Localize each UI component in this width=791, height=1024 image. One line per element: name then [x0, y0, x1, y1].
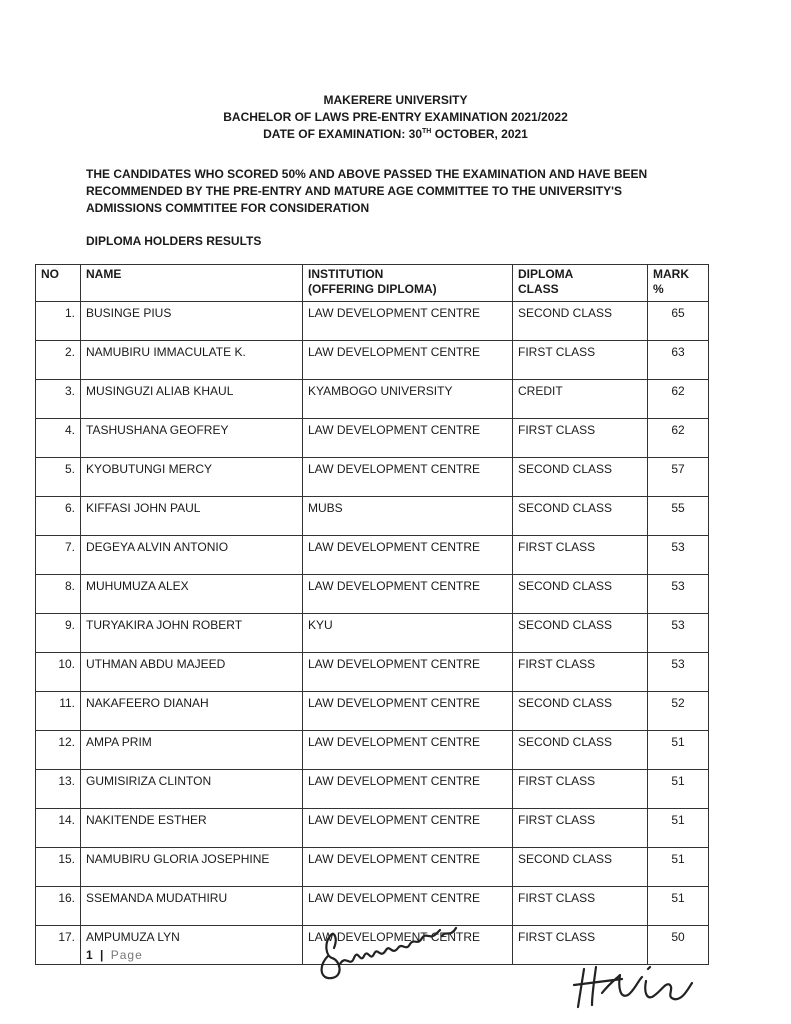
university-name: MAKERERE UNIVERSITY [323, 93, 468, 107]
row-institution: LAW DEVELOPMENT CENTRE [303, 419, 513, 458]
table-row [36, 848, 709, 887]
row-institution: LAW DEVELOPMENT CENTRE [303, 341, 513, 380]
row-class: SECOND CLASS [513, 692, 648, 731]
row-name: AMPUMUZA LYN [81, 926, 303, 965]
row-mark: 62 [648, 419, 709, 458]
row-institution: KYU [303, 614, 513, 653]
row-name: GUMISIRIZA CLINTON [81, 770, 303, 809]
row-institution: LAW DEVELOPMENT CENTRE [303, 536, 513, 575]
row-mark: 51 [648, 731, 709, 770]
row-institution: LAW DEVELOPMENT CENTRE [303, 575, 513, 614]
table-row [36, 380, 709, 419]
row-class: SECOND CLASS [513, 302, 648, 341]
row-class: FIRST CLASS [513, 653, 648, 692]
row-institution: LAW DEVELOPMENT CENTRE [303, 653, 513, 692]
exam-date-suffix: OCTOBER, 2021 [431, 127, 528, 141]
table-row [36, 536, 709, 575]
row-name: TURYAKIRA JOHN ROBERT [81, 614, 303, 653]
row-mark: 51 [648, 770, 709, 809]
exam-date-superscript: TH [422, 128, 432, 135]
row-class: CREDIT [513, 380, 648, 419]
row-institution: LAW DEVELOPMENT CENTRE [303, 770, 513, 809]
row-institution: LAW DEVELOPMENT CENTRE [303, 731, 513, 770]
row-institution: LAW DEVELOPMENT CENTRE [303, 302, 513, 341]
row-name: BUSINGE PIUS [81, 302, 303, 341]
row-institution: LAW DEVELOPMENT CENTRE [303, 887, 513, 926]
row-no: 3. [36, 380, 81, 419]
row-institution: LAW DEVELOPMENT CENTRE [303, 809, 513, 848]
row-name: AMPA PRIM [81, 731, 303, 770]
row-no: 16. [36, 887, 81, 926]
row-name: KIFFASI JOHN PAUL [81, 497, 303, 536]
row-no: 5. [36, 458, 81, 497]
signature-icon [310, 918, 470, 988]
row-mark: 51 [648, 848, 709, 887]
table-row [36, 770, 709, 809]
document-header [0, 92, 791, 143]
row-no: 9. [36, 614, 81, 653]
row-name: MUHUMUZA ALEX [81, 575, 303, 614]
row-no: 8. [36, 575, 81, 614]
row-mark: 50 [648, 926, 709, 965]
row-class: FIRST CLASS [513, 770, 648, 809]
row-mark: 65 [648, 302, 709, 341]
table-row [36, 302, 709, 341]
row-name: MUSINGUZI ALIAB KHAUL [81, 380, 303, 419]
row-no: 1. [36, 302, 81, 341]
row-no: 12. [36, 731, 81, 770]
table-row [36, 692, 709, 731]
page-footer [86, 948, 143, 962]
row-class: FIRST CLASS [513, 809, 648, 848]
row-institution: LAW DEVELOPMENT CENTRE [303, 926, 513, 965]
row-mark: 53 [648, 653, 709, 692]
results-body [36, 302, 709, 965]
row-institution: MUBS [303, 497, 513, 536]
header-class-line2: CLASS [518, 282, 559, 296]
page-label: Page [110, 948, 143, 962]
table-row [36, 575, 709, 614]
exam-date-prefix: DATE OF EXAMINATION: 30 [263, 127, 423, 141]
row-mark: 63 [648, 341, 709, 380]
table-row [36, 497, 709, 536]
results-table [35, 264, 709, 965]
row-no: 11. [36, 692, 81, 731]
row-class: FIRST CLASS [513, 887, 648, 926]
page-number: 1 [86, 948, 94, 962]
row-name: NAMUBIRU GLORIA JOSEPHINE [81, 848, 303, 887]
page-separator: | [100, 948, 105, 962]
header-diploma-class [513, 265, 648, 302]
row-mark: 57 [648, 458, 709, 497]
row-institution: LAW DEVELOPMENT CENTRE [303, 692, 513, 731]
row-mark: 51 [648, 887, 709, 926]
header-mark [648, 265, 709, 302]
header-institution-line2: (OFFERING DIPLOMA) [308, 282, 437, 296]
row-no: 15. [36, 848, 81, 887]
table-row [36, 653, 709, 692]
exam-title: BACHELOR OF LAWS PRE-ENTRY EXAMINATION 2021/2022 [223, 110, 568, 124]
section-title: DIPLOMA HOLDERS RESULTS [86, 234, 262, 248]
row-class: SECOND CLASS [513, 497, 648, 536]
row-no: 7. [36, 536, 81, 575]
row-class: FIRST CLASS [513, 536, 648, 575]
table-row [36, 419, 709, 458]
row-class: SECOND CLASS [513, 458, 648, 497]
row-mark: 53 [648, 575, 709, 614]
row-mark: 53 [648, 614, 709, 653]
row-name: SSEMANDA MUDATHIRU [81, 887, 303, 926]
row-class: SECOND CLASS [513, 731, 648, 770]
row-mark: 62 [648, 380, 709, 419]
header-mark-line2: % [653, 282, 664, 296]
row-no: 13. [36, 770, 81, 809]
table-row [36, 809, 709, 848]
row-class: SECOND CLASS [513, 848, 648, 887]
header-institution [303, 265, 513, 302]
table-header-row [36, 265, 709, 302]
row-class: SECOND CLASS [513, 575, 648, 614]
row-no: 17. [36, 926, 81, 965]
row-mark: 53 [648, 536, 709, 575]
row-institution: KYAMBOGO UNIVERSITY [303, 380, 513, 419]
table-row [36, 458, 709, 497]
header-institution-line1: INSTITUTION [308, 267, 384, 281]
header-mark-line1: MARK [653, 267, 689, 281]
row-no: 4. [36, 419, 81, 458]
row-institution: LAW DEVELOPMENT CENTRE [303, 848, 513, 887]
row-class: FIRST CLASS [513, 341, 648, 380]
row-name: DEGEYA ALVIN ANTONIO [81, 536, 303, 575]
table-row [36, 731, 709, 770]
header-class-line1: DIPLOMA [518, 267, 574, 281]
row-mark: 55 [648, 497, 709, 536]
table-row [36, 614, 709, 653]
row-class: SECOND CLASS [513, 614, 648, 653]
row-class: FIRST CLASS [513, 419, 648, 458]
row-no: 10. [36, 653, 81, 692]
row-institution: LAW DEVELOPMENT CENTRE [303, 458, 513, 497]
row-mark: 51 [648, 809, 709, 848]
header-no: NO [36, 265, 81, 302]
row-no: 6. [36, 497, 81, 536]
table-row [36, 341, 709, 380]
exam-date [0, 126, 791, 143]
row-no: 2. [36, 341, 81, 380]
row-mark: 52 [648, 692, 709, 731]
row-class: FIRST CLASS [513, 926, 648, 965]
row-name: NAMUBIRU IMMACULATE K. [81, 341, 303, 380]
row-name: NAKAFEERO DIANAH [81, 692, 303, 731]
row-name: TASHUSHANA GEOFREY [81, 419, 303, 458]
row-name: UTHMAN ABDU MAJEED [81, 653, 303, 692]
header-name: NAME [81, 265, 303, 302]
row-name: KYOBUTUNGI MERCY [81, 458, 303, 497]
pass-notice: THE CANDIDATES WHO SCORED 50% AND ABOVE PASSED THE EXAMINATION AND HAVE BEEN RECOMMENDED BY THE PRE-ENTRY AND MATURE AGE COMMITTEE TO THE UNIVERSITY'S ADMISSIONS COMMTITEE FOR CONSIDERATION [86, 167, 648, 215]
signature-icon [562, 955, 702, 1015]
row-name: NAKITENDE ESTHER [81, 809, 303, 848]
row-no: 14. [36, 809, 81, 848]
